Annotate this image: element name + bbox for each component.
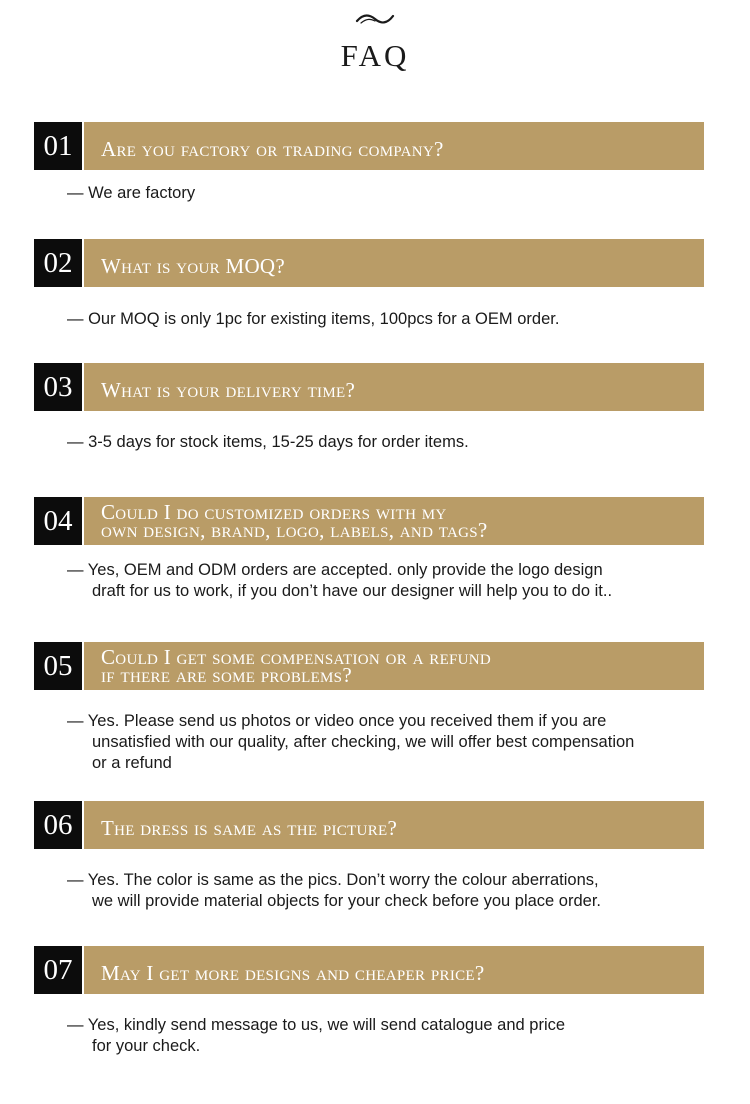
- question-number: 03: [34, 363, 82, 411]
- faq-item-4: [34, 497, 704, 600]
- question-text: The dress is same as the picture?: [84, 801, 704, 849]
- answer-text: — We are factory: [67, 184, 196, 202]
- question-number: 06: [34, 801, 82, 849]
- answer-text: — Yes, kindly send message to us, we will send catalogue and price for your check.: [67, 1016, 566, 1055]
- question-number: 05: [34, 642, 82, 690]
- page-title: FAQ: [340, 38, 410, 73]
- answer-text: — Yes. Please send us photos or video once you received them if you are unsatisfied with our quality, after checking, we will offer best compensation or a refund: [67, 712, 635, 772]
- question-number: 02: [34, 239, 82, 287]
- question-text: What is your MOQ?: [84, 239, 704, 287]
- ornament-icon: [355, 12, 395, 26]
- question-text: Could I do customized orders with my own design, brand, logo, labels, and tags?: [84, 497, 704, 545]
- question-bar: [34, 801, 704, 849]
- faq-item-2: [34, 239, 704, 328]
- faq-item-6: [34, 801, 704, 910]
- question-text: Are you factory or trading company?: [84, 122, 704, 170]
- answer-text: — 3-5 days for stock items, 15-25 days for order items.: [67, 433, 469, 451]
- question-number: 07: [34, 946, 82, 994]
- question-text: Could I get some compensation or a refund if there are some problems?: [84, 642, 704, 690]
- question-bar: [34, 642, 704, 690]
- question-bar: [34, 497, 704, 545]
- question-bar: [34, 122, 704, 170]
- question-number: 01: [34, 122, 82, 170]
- question-bar: [34, 946, 704, 994]
- answer-text: — Yes, OEM and ODM orders are accepted. only provide the logo design draft for us to work, if you don’t have our designer will help you to do it..: [67, 561, 613, 600]
- question-bar: [34, 239, 704, 287]
- answer-text: — Yes. The color is same as the pics. Don’t worry the colour aberrations, we will provide material objects for your check before you place order.: [67, 871, 601, 910]
- faq-item-1: [34, 122, 704, 202]
- question-text: What is your delivery time?: [84, 363, 704, 411]
- question-text: May I get more designs and cheaper price?: [84, 946, 704, 994]
- faq-item-3: [34, 363, 704, 451]
- faq-item-5: [34, 642, 704, 772]
- question-number: 04: [34, 497, 82, 545]
- question-bar: [34, 363, 704, 411]
- faq-item-7: [34, 946, 704, 1055]
- answer-text: — Our MOQ is only 1pc for existing items, 100pcs for a OEM order.: [67, 310, 560, 328]
